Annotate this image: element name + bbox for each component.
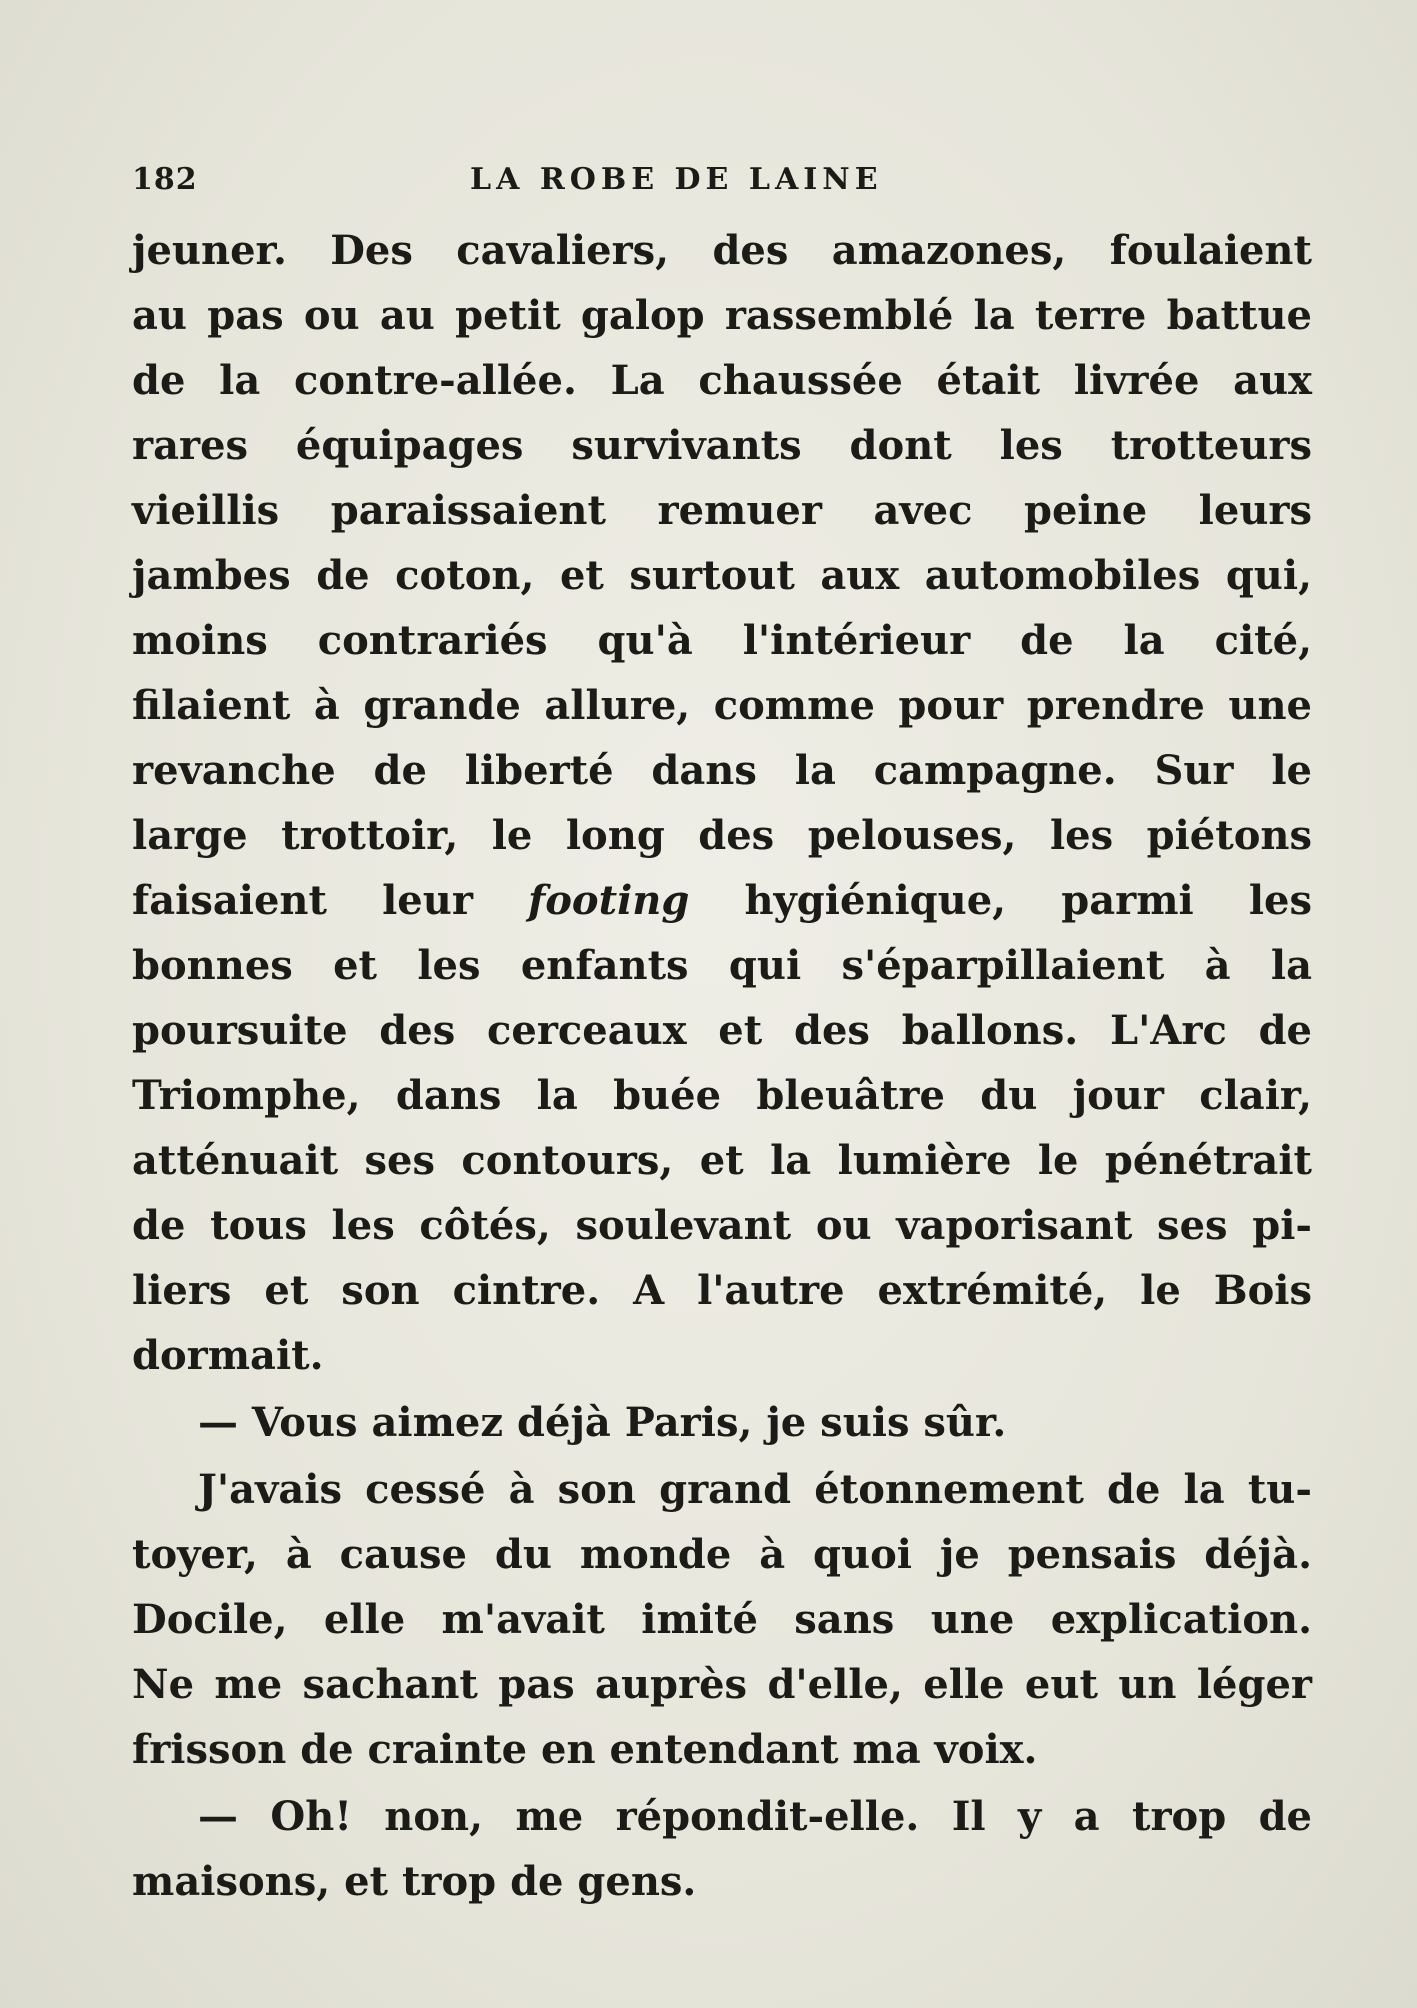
- text-line: de la contre-allée. La chaussée était livrée aux: [132, 357, 1312, 404]
- text-line: rares équipages survivants dont les trotteurs: [132, 422, 1312, 469]
- text-line: moins contrariés qu'à l'intérieur de la cité,: [132, 617, 1312, 664]
- page-number: 182: [132, 162, 198, 197]
- text-line: poursuite des cerceaux et des ballons. L'Arc de: [132, 1007, 1312, 1054]
- text-line: bonnes et les enfants qui s'éparpillaient à la: [132, 942, 1312, 989]
- italic-word: footing: [528, 877, 690, 924]
- text-line: de tous les côtés, soulevant ou vaporisant ses pi-: [132, 1202, 1312, 1249]
- text-line: frisson de crainte en entendant ma voix.: [132, 1726, 1038, 1773]
- text-line: filaient à grande allure, comme pour prendre une: [132, 682, 1312, 729]
- paragraph-start-line: J'avais cessé à son grand étonnement de la tu-: [198, 1466, 1312, 1513]
- text-line: jeuner. Des cavaliers, des amazones, foulaient: [132, 227, 1312, 274]
- text-line: vieillis paraissaient remuer avec peine leurs: [132, 487, 1312, 534]
- dialogue-line: — Vous aimez déjà Paris, je suis sûr.: [198, 1399, 1007, 1446]
- running-head: [132, 158, 1312, 218]
- book-page: [132, 158, 1312, 1914]
- text-line: toyer, à cause du monde à quoi je pensais déjà.: [132, 1531, 1312, 1578]
- running-title: LA ROBE DE LAINE: [470, 162, 883, 197]
- text-line: liers et son cintre. A l'autre extrémité, le Bois: [132, 1267, 1312, 1314]
- text-line: Ne me sachant pas auprès d'elle, elle eut un léger: [132, 1661, 1312, 1708]
- text-line-footing: [132, 868, 1312, 933]
- text-line: Triomphe, dans la buée bleuâtre du jour clair,: [132, 1072, 1312, 1119]
- text-segment: hygiénique, parmi les: [689, 877, 1312, 924]
- text-line: revanche de liberté dans la campagne. Sur le: [132, 747, 1312, 794]
- text-line: atténuait ses contours, et la lumière le pénétrait: [132, 1137, 1312, 1184]
- text-line: maisons, et trop de gens.: [132, 1858, 697, 1905]
- text-line: Docile, elle m'avait imité sans une explication.: [132, 1596, 1312, 1643]
- body-text: [132, 218, 1312, 1914]
- text-line: dormait.: [132, 1332, 324, 1379]
- dialogue-line: — Oh! non, me répondit-elle. Il y a trop de: [198, 1793, 1312, 1840]
- text-segment: faisaient leur: [132, 877, 529, 924]
- text-line: au pas ou au petit galop rassemblé la terre battue: [132, 292, 1312, 339]
- text-line: large trottoir, le long des pelouses, les piétons: [132, 812, 1312, 859]
- text-line: jambes de coton, et surtout aux automobiles qui,: [132, 552, 1312, 599]
